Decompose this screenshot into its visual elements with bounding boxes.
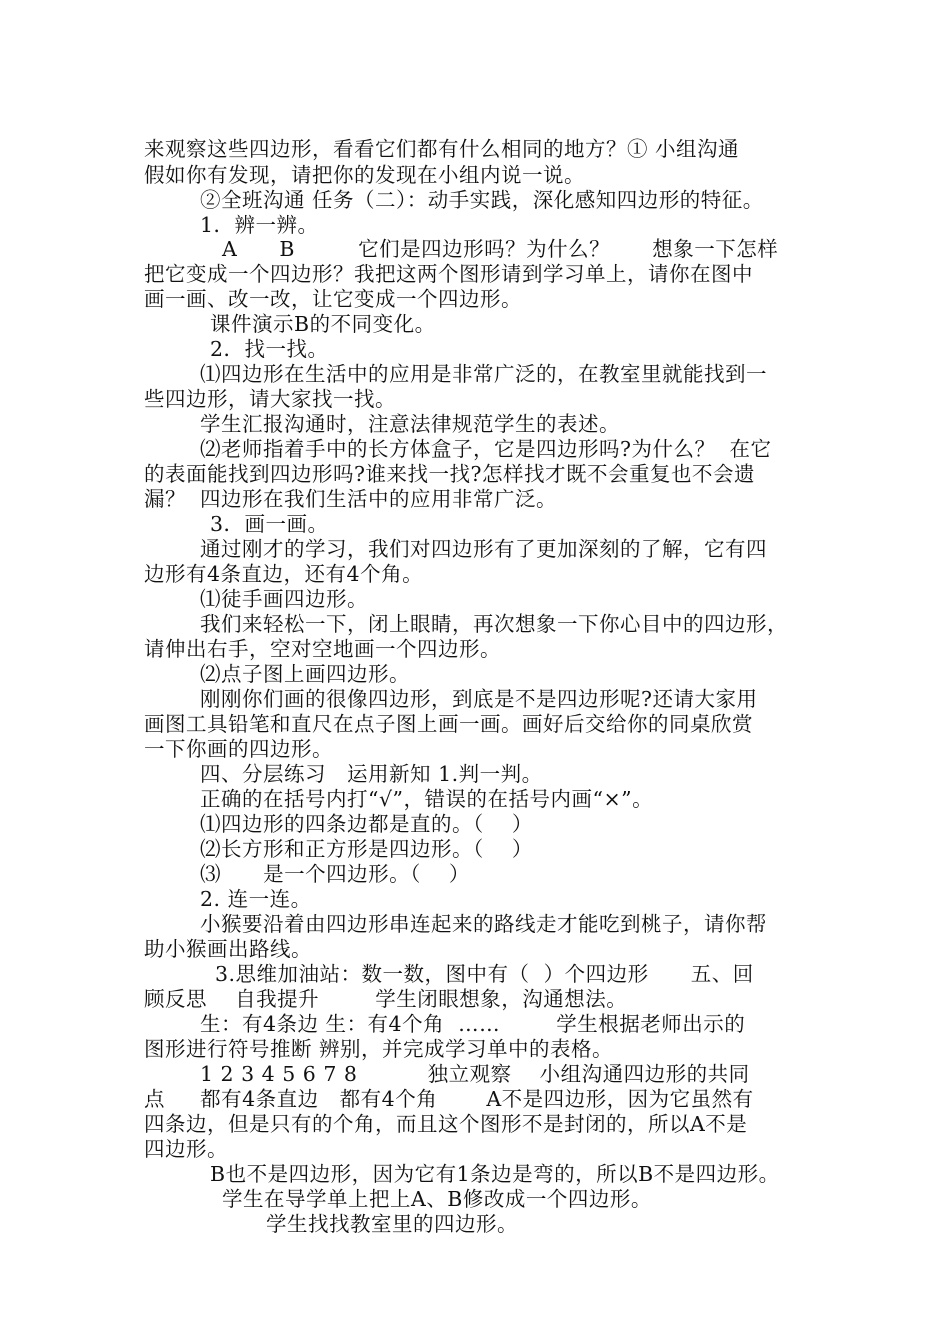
text-line: 3.思维加油站：数一数，图中有（ ）个四边形 五、回 xyxy=(215,962,754,986)
text-line: 刚刚你们画的很像四边形，到底是不是四边形呢?还请大家用 xyxy=(200,687,758,711)
text-line: 通过刚才的学习，我们对四边形有了更加深刻的了解，它有四 xyxy=(200,537,767,561)
text-line: 四边形。 xyxy=(144,1137,228,1161)
text-line: 四条边，但是只有的个角，而且这个图形不是封闭的，所以A不是 xyxy=(144,1112,748,1136)
text-line: 画图工具铅笔和直尺在点子图上画一画。画好后交给你的同桌欣赏 xyxy=(144,712,753,736)
text-line: 顾反思 自我提升 学生闭眼想象，沟通想法。 xyxy=(144,987,628,1011)
text-line: 请伸出右手，空对空地画一个四边形。 xyxy=(144,637,501,661)
text-line: 图形进行符号推断 辨别，并完成学习单中的表格。 xyxy=(144,1037,614,1061)
text-line: 1 2 3 4 5 6 7 8 独立观察 小组沟通四边形的共同 xyxy=(200,1062,750,1086)
text-line: 画一画、改一改，让它变成一个四边形。 xyxy=(144,287,522,311)
text-line: ⑵老师指着手中的长方体盒子，它是四边形吗?为什么？ 在它 xyxy=(200,437,772,461)
text-line: 把它变成一个四边形？我把这两个图形请到学习单上，请你在图中 xyxy=(144,262,753,286)
text-line: 假如你有发现，请把你的发现在小组内说一说。 xyxy=(144,163,585,187)
text-line: 3．画一画。 xyxy=(210,512,329,536)
text-line: 2．找一找。 xyxy=(210,337,329,361)
text-line: 一下你画的四边形。 xyxy=(144,737,333,761)
text-line: 漏？ 四边形在我们生活中的应用非常广泛。 xyxy=(144,487,558,511)
text-line: ⑵长方形和正方形是四边形。（ ） xyxy=(200,837,533,861)
text-line: 来观察这些四边形，看看它们都有什么相同的地方？① 小组沟通 xyxy=(144,137,740,161)
text-line: 1．辨一辨。 xyxy=(200,213,319,237)
text-line: 的表面能找到四边形吗?谁来找一找?怎样找才既不会重复也不会遗 xyxy=(144,462,755,486)
text-line: ⑵点子图上画四边形。 xyxy=(200,662,410,686)
text-line: ⑶ 是一个四边形。（ ） xyxy=(200,862,470,886)
text-line: 四、分层练习 运用新知 1.判一判。 xyxy=(200,762,543,786)
text-line: 生：有4条边 生：有4个角 …… 学生根据老师出示的 xyxy=(200,1012,746,1036)
text-line: 小猴要沿着由四边形串连起来的路线走才能吃到桃子，请你帮 xyxy=(200,912,767,936)
text-line: 些四边形，请大家找一找。 xyxy=(144,387,396,411)
text-line: 边形有4条直边，还有4个角。 xyxy=(144,562,424,586)
text-line: B也不是四边形，因为它有1条边是弯的，所以B不是四边形。 xyxy=(210,1162,780,1186)
text-line: 学生汇报沟通时，注意法律规范学生的表述。 xyxy=(200,412,620,436)
text-line: ⑴四边形的四条边都是直的。（ ） xyxy=(200,812,533,836)
text-line: 课件演示B的不同变化。 xyxy=(210,312,436,336)
text-line: 助小猴画出路线。 xyxy=(144,937,312,961)
text-line: A B 它们是四边形吗？为什么？ 想象一下怎样 xyxy=(222,237,779,261)
text-line: 正确的在括号内打“√”，错误的在括号内画“×”。 xyxy=(200,787,654,811)
text-line: 2. 连一连。 xyxy=(200,887,312,911)
text-line: 点 都有4条直边 都有4个角 A不是四边形，因为它虽然有 xyxy=(144,1087,754,1111)
text-line: 学生在导学单上把上A、B修改成一个四边形。 xyxy=(222,1187,652,1211)
text-line: ⑴徒手画四边形。 xyxy=(200,587,368,611)
text-line: 学生找找教室里的四边形。 xyxy=(266,1212,518,1236)
text-line: ②全班沟通 任务（二）：动手实践，深化感知四边形的特征。 xyxy=(200,188,764,212)
text-line: ⑴四边形在生活中的应用是非常广泛的，在教室里就能找到一 xyxy=(200,362,767,386)
text-line: 我们来轻松一下，闭上眼睛，再次想象一下你心目中的四边形， xyxy=(200,612,788,636)
